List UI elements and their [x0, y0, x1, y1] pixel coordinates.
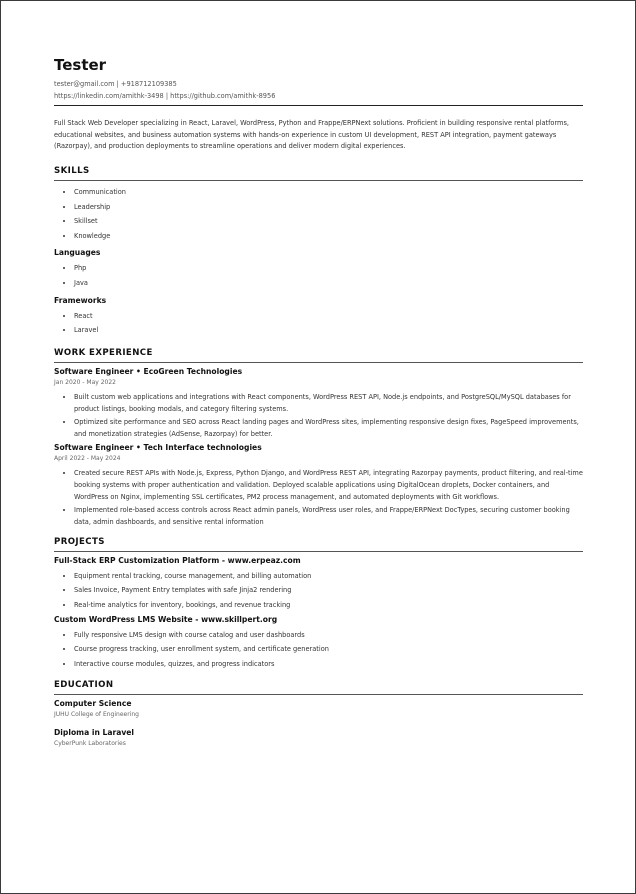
job-bullet: • Built custom web applications and integrations with React components, WordPress REST API, Node.js endpoints, and PostgreSQL/MySQL databases for product listings, booking modals, and category filtering systems.	[74, 391, 583, 415]
skills-list	[54, 185, 583, 243]
job-bullet: • Optimized site performance and SEO across React landing pages and WordPress sites, implementing responsive design fixes, PageSpeed improvements, and monetization strategies (AdSense, Razorpay) for better.	[74, 416, 583, 440]
project-bullet: • Interactive course modules, quizzes, and progress indicators	[74, 657, 583, 672]
project-entry	[54, 555, 583, 613]
section-divider	[54, 551, 583, 552]
resume-header	[54, 55, 583, 106]
project-entry	[54, 614, 583, 672]
section-divider	[54, 694, 583, 695]
education-entry	[54, 727, 583, 749]
candidate-name: Tester	[54, 56, 107, 74]
project-bullet: • Equipment rental tracking, course management, and billing automation	[74, 569, 583, 584]
project-title: Full-Stack ERP Customization Platform - www.erpeaz.com	[54, 555, 301, 565]
degree-title: Diploma in Laravel	[54, 728, 135, 738]
contact-email-phone: tester@gmail.com | +918712109385	[54, 80, 177, 88]
skill-item: • Communication	[74, 185, 583, 200]
job-title: Software Engineer • Tech Interface technologies	[54, 442, 262, 452]
school-name: CyberPunk Laboratories	[54, 740, 126, 748]
degree-title: Computer Science	[54, 699, 132, 709]
resume-page	[54, 55, 583, 749]
education-entry	[54, 698, 583, 720]
languages-heading: Languages	[54, 248, 101, 258]
skills-heading: SKILLS	[54, 166, 90, 177]
project-bullet: • Sales Invoice, Payment Entry templates with safe Jinja2 rendering	[74, 583, 583, 598]
projects-heading: PROJECTS	[54, 536, 105, 547]
project-bullet: • Course progress tracking, user enrollment system, and certificate generation	[74, 642, 583, 657]
projects-section	[54, 536, 583, 672]
skill-item: • Leadership	[74, 200, 583, 215]
project-title: Custom WordPress LMS Website - www.skillpert.org	[54, 614, 278, 624]
job-bullets	[54, 467, 583, 528]
project-bullets	[54, 628, 583, 672]
job-bullets	[54, 391, 583, 440]
school-name: JUHU College of Engineering	[54, 711, 139, 719]
skill-item: • Skillset	[74, 214, 583, 229]
framework-item: • Laravel	[74, 323, 583, 338]
job-dates: Jan 2020 - May 2022	[54, 378, 116, 386]
job-bullet: • Implemented role-based access controls across React admin panels, WordPress user roles, and Frappe/ERPNext DocTypes, securing customer booking data, admin dashboards, and sensitive rental information	[74, 504, 583, 528]
skill-item: • Knowledge	[74, 229, 583, 244]
education-heading: EDUCATION	[54, 680, 114, 691]
project-bullet: • Real-time analytics for inventory, bookings, and revenue tracking	[74, 598, 583, 613]
project-bullets	[54, 569, 583, 613]
job-title: Software Engineer • EcoGreen Technologies	[54, 366, 243, 376]
professional-summary: Full Stack Web Developer specializing in React, Laravel, WordPress, Python and Frappe/ERPNext solutions. Proficient in building responsive rental platforms, educational websites, and business automation systems with hands-on experience in custom UI development, REST API integration, payment gateways (Razorpay), and production deployments to streamline operations and deliver modern digital experiences.	[54, 119, 569, 151]
framework-item: • React	[74, 309, 583, 324]
job-entry	[54, 366, 583, 440]
header-divider	[54, 105, 583, 106]
work-experience-heading: WORK EXPERIENCE	[54, 347, 153, 358]
job-dates: April 2022 - May 2024	[54, 454, 121, 462]
job-bullet: • Created secure REST APIs with Node.js, Express, Python Django, and WordPress REST API, integrating Razorpay payments, product filtering, and real-time booking systems with proper authentication and validation. Deployed scalable applications using DigitalOcean droplets, Docker containers, and WordPress on Nginx, implementing SSL certificates, PM2 process management, and automated deployments with Git workflows.	[74, 467, 583, 503]
frameworks-heading: Frameworks	[54, 295, 107, 305]
section-divider	[54, 180, 583, 181]
language-item: • Java	[74, 276, 583, 291]
section-divider	[54, 362, 583, 363]
skills-section	[54, 165, 583, 338]
project-bullet: • Fully responsive LMS design with course catalog and user dashboards	[74, 628, 583, 643]
frameworks-list	[54, 309, 583, 338]
work-experience-section	[54, 347, 583, 528]
languages-list	[54, 261, 583, 290]
contact-profile-links: https://linkedin.com/amithk-3498 | https://github.com/amithk-8956	[54, 92, 276, 100]
language-item: • Php	[74, 261, 583, 276]
job-entry	[54, 442, 583, 528]
education-section	[54, 679, 583, 749]
